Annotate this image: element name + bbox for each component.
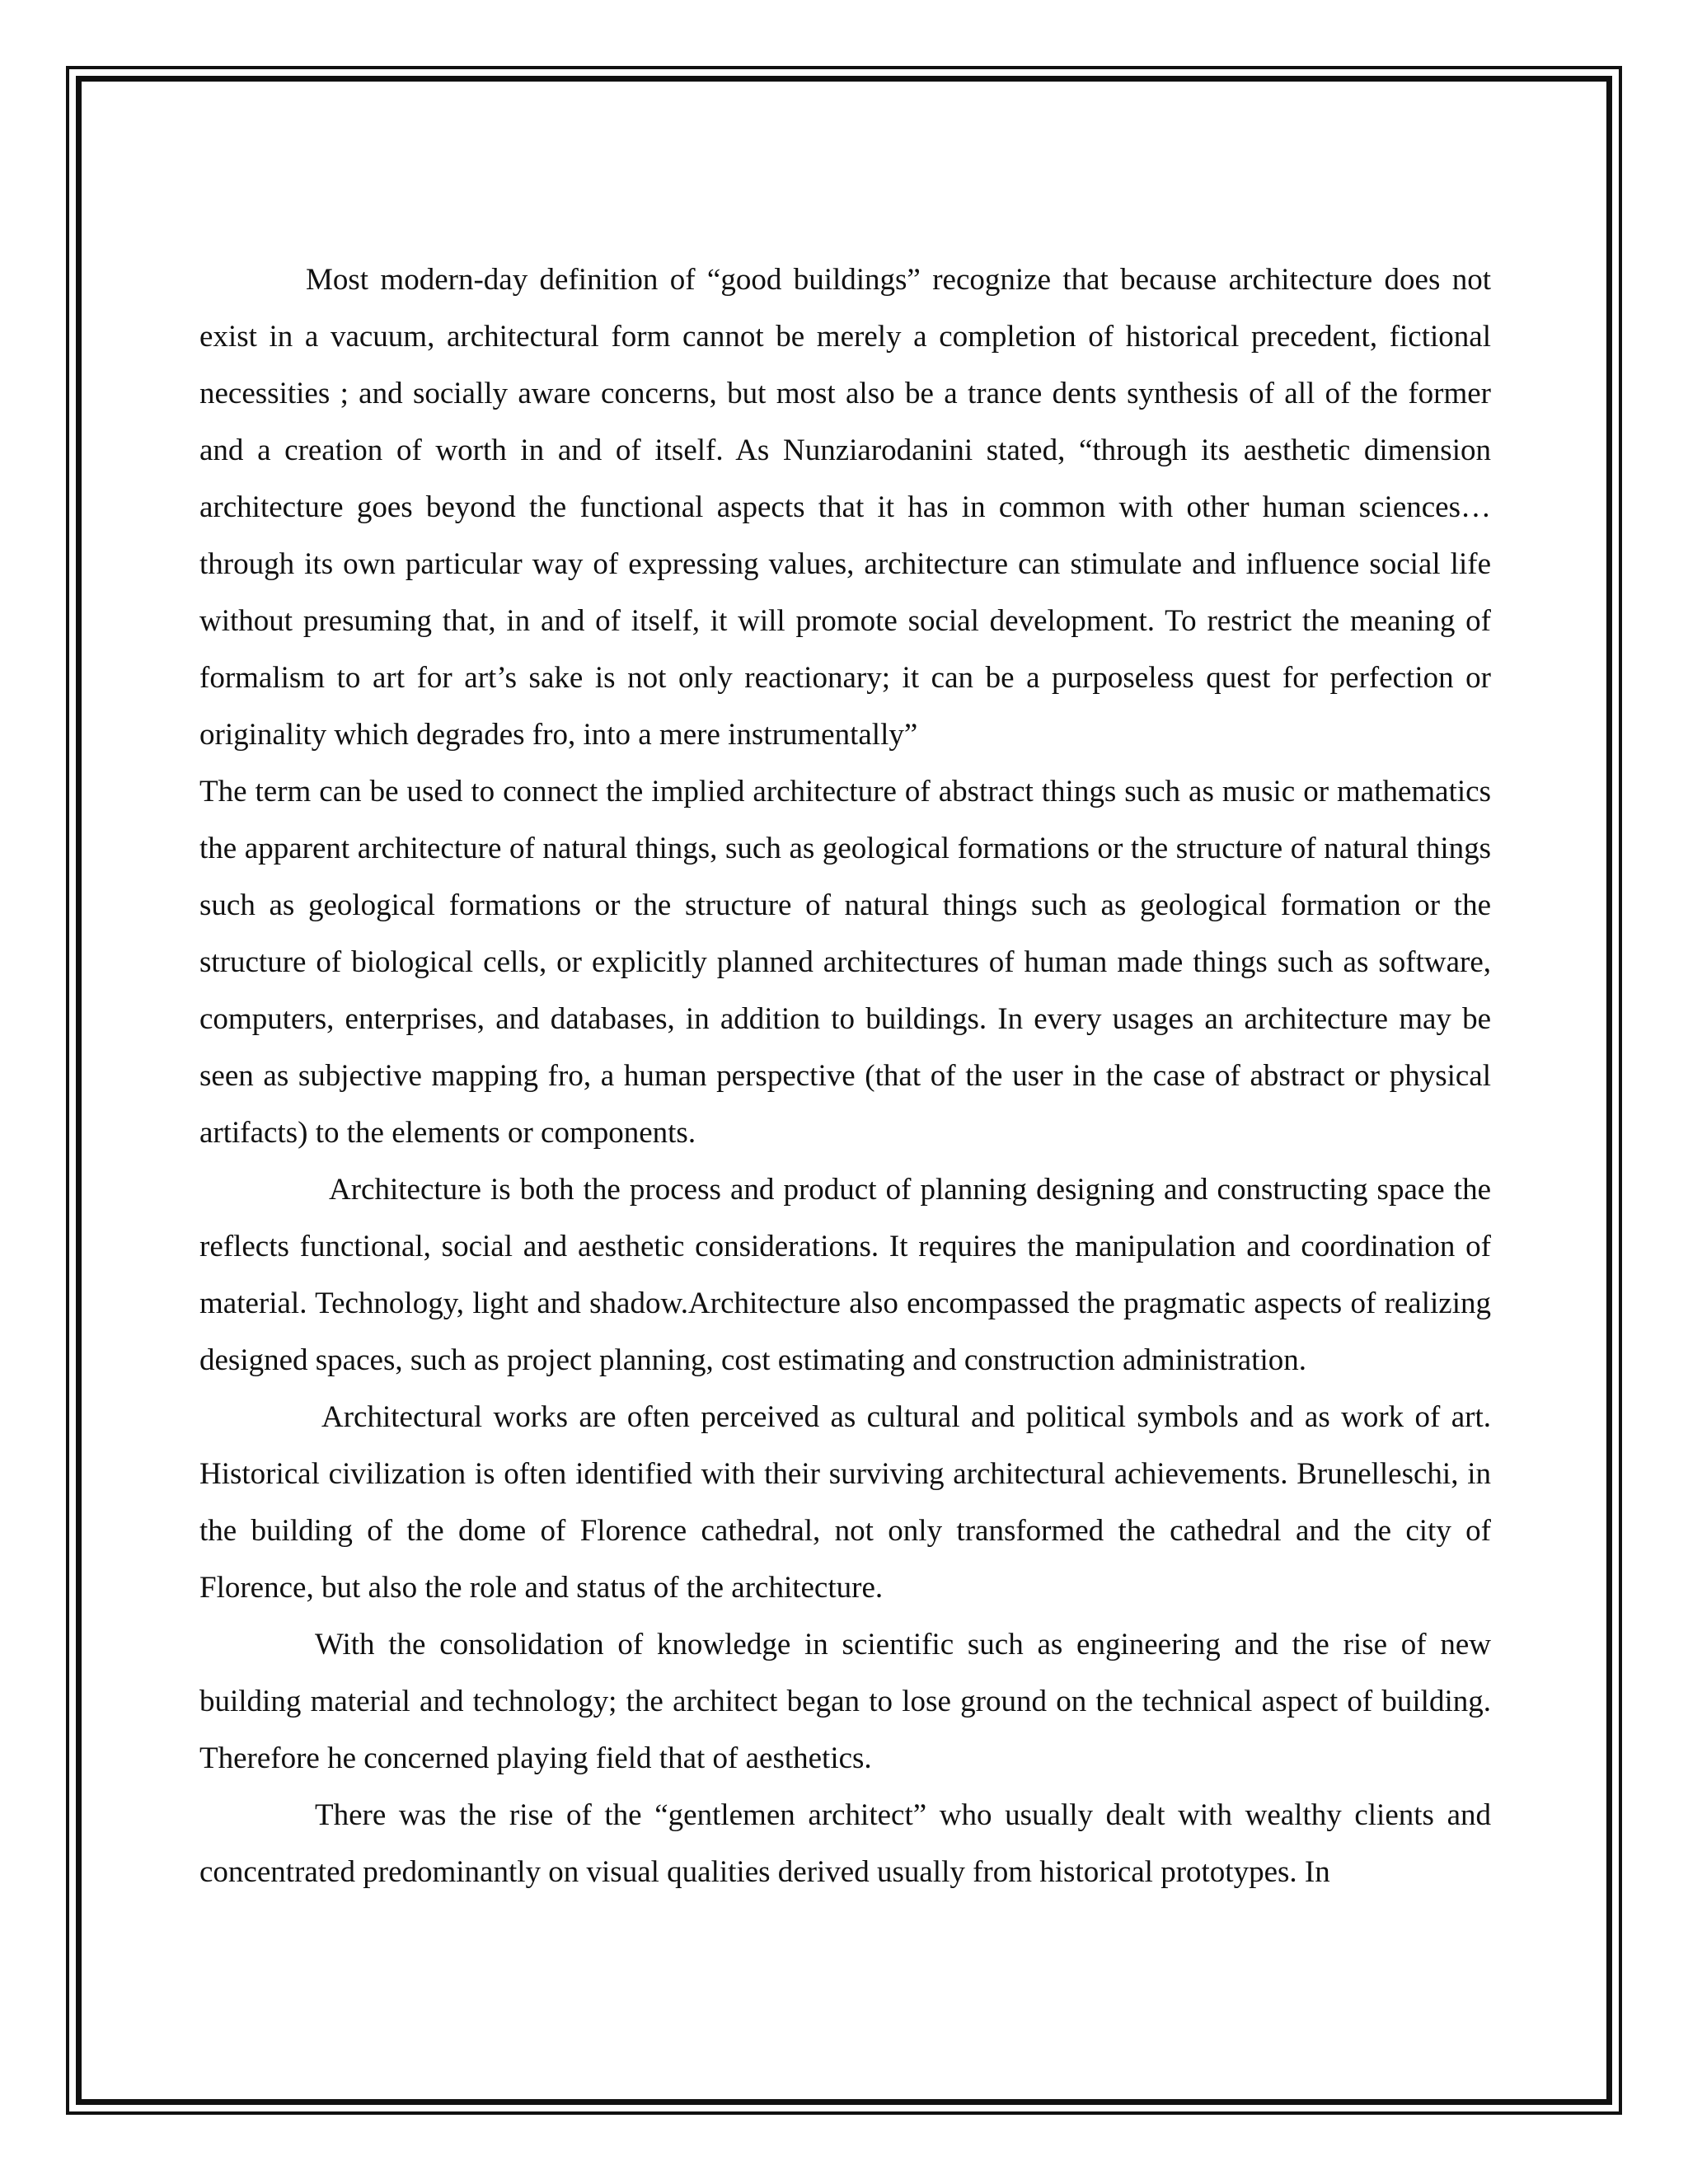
paragraph-5: With the consolidation of knowledge in scientific such as engineering and the rise of new building material and technology; the architect began to lose ground on the technical aspect of building. Therefore he concerned playing field that of aesthetics.	[199, 1628, 1491, 1775]
paragraph-4: Architectural works are often perceived as cultural and political symbols and as work of art. Historical civilization is often identified with their surviving architectural achievements. Brunelleschi, in the building of the dome of Florence cathedral, not only transformed the cathedral and the city of Florence, but also the role and status of the architecture.	[199, 1400, 1491, 1605]
paragraph-2: The term can be used to connect the implied architecture of abstract things such as music or mathematics the apparent architecture of natural things, such as geological formations or the structure of natural things such as geological formations or the structure of natural things such as geological formation or the structure of biological cells, or explicitly planned architectures of human made things such as software, computers, enterprises, and databases, in addition to buildings. In every usages an architecture may be seen as subjective mapping fro, a human perspective (that of the user in the case of abstract or physical artifacts) to the elements or components.	[199, 775, 1491, 1150]
paragraph-3: Architecture is both the process and product of planning designing and constructing space the reflects functional, social and aesthetic considerations. It requires the manipulation and coordination of material. Technology, light and shadow.Architecture also encompassed the pragmatic aspects of realizing designed spaces, such as project planning, cost estimating and construction administration.	[199, 1173, 1491, 1377]
paragraph-1: Most modern-day definition of “good buildings” recognize that because architecture does not exist in a vacuum, architectural form cannot be merely a completion of historical precedent, fictional necessities ; and socially aware concerns, but most also be a trance dents synthesis of all of the former and a creation of worth in and of itself. As Nunziarodanini stated, “through its aesthetic dimension architecture goes beyond the functional aspects that it has in common with other human sciences…through its own particular way of expressing values, architecture can stimulate and influence social life without presuming that, in and of itself, it will promote social development. To restrict the meaning of formalism to art for art’s sake is not only reactionary; it can be a purposeless quest for perfection or originality which degrades fro, into a mere instrumentally”	[199, 263, 1491, 752]
document-body	[199, 251, 1491, 1900]
paragraph-6: There was the rise of the “gentlemen architect” who usually dealt with wealthy clients and concentrated predominantly on visual qualities derived usually from historical prototypes. In	[199, 1798, 1491, 1889]
